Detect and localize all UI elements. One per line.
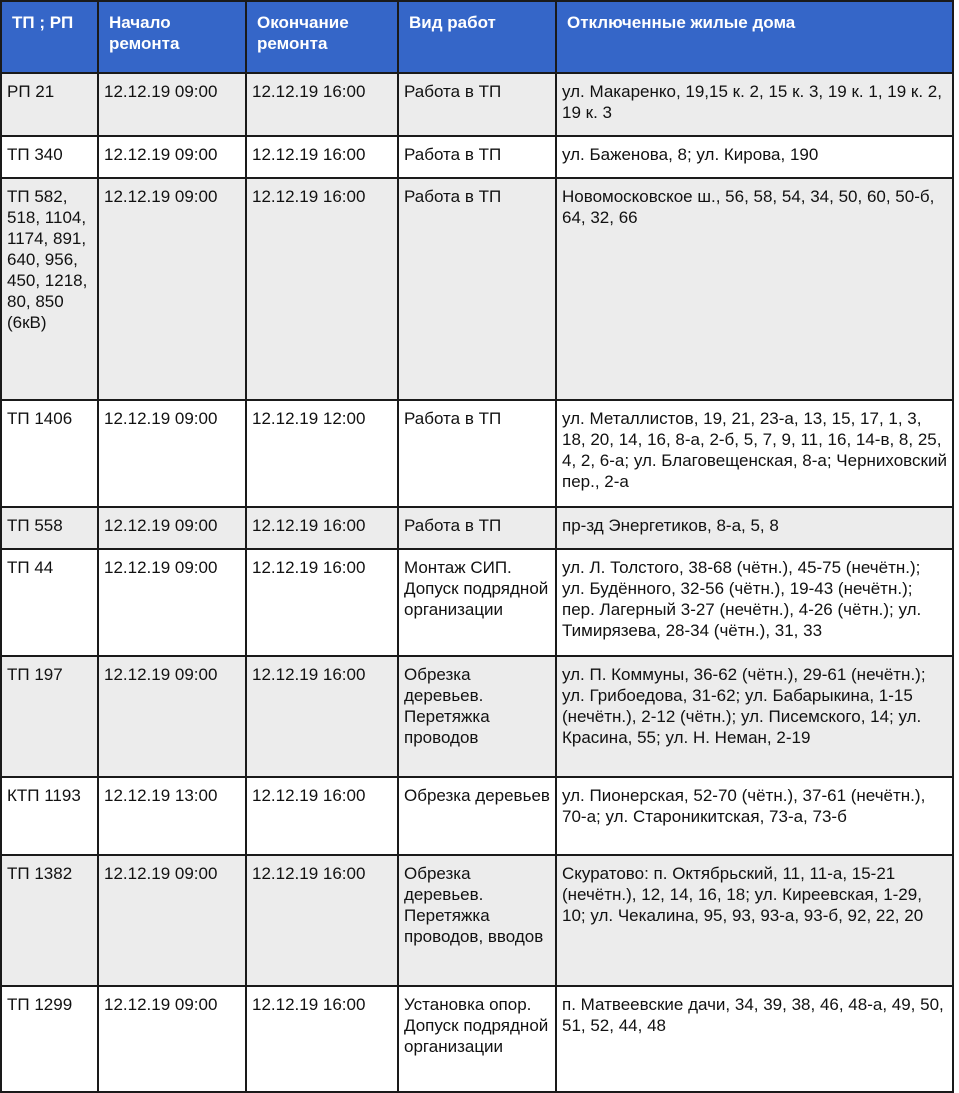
cell-tp: РП 21	[1, 73, 98, 136]
cell-start: 12.12.19 13:00	[98, 777, 246, 855]
cell-end: 12.12.19 16:00	[246, 986, 398, 1092]
header-tp: ТП ; РП	[1, 1, 98, 73]
cell-work: Обрезка деревьев. Перетяжка проводов, вводов	[398, 855, 556, 986]
table-row	[1, 73, 953, 136]
cell-tp: КТП 1193	[1, 777, 98, 855]
cell-start: 12.12.19 09:00	[98, 656, 246, 777]
cell-start: 12.12.19 09:00	[98, 178, 246, 400]
cell-start: 12.12.19 09:00	[98, 855, 246, 986]
cell-tp: ТП 44	[1, 549, 98, 656]
cell-end: 12.12.19 16:00	[246, 656, 398, 777]
cell-end: 12.12.19 16:00	[246, 136, 398, 178]
header-start: Начало ремонта	[98, 1, 246, 73]
table-row	[1, 136, 953, 178]
header-end: Окончание ремонта	[246, 1, 398, 73]
cell-work: Работа в ТП	[398, 73, 556, 136]
cell-houses: Новомосковское ш., 56, 58, 54, 34, 50, 60, 50-б, 64, 32, 66	[556, 178, 953, 400]
cell-start: 12.12.19 09:00	[98, 73, 246, 136]
header-houses: Отключенные жилые дома	[556, 1, 953, 73]
cell-tp: ТП 197	[1, 656, 98, 777]
cell-work: Обрезка деревьев	[398, 777, 556, 855]
table-row	[1, 507, 953, 549]
cell-end: 12.12.19 16:00	[246, 777, 398, 855]
cell-tp: ТП 1299	[1, 986, 98, 1092]
table-row	[1, 855, 953, 986]
table-row	[1, 400, 953, 507]
table-row	[1, 178, 953, 400]
table-row	[1, 549, 953, 656]
header-row	[1, 1, 953, 73]
cell-end: 12.12.19 16:00	[246, 549, 398, 656]
cell-work: Установка опор. Допуск подрядной организации	[398, 986, 556, 1092]
cell-work: Работа в ТП	[398, 136, 556, 178]
cell-start: 12.12.19 09:00	[98, 136, 246, 178]
cell-end: 12.12.19 16:00	[246, 855, 398, 986]
cell-end: 12.12.19 16:00	[246, 178, 398, 400]
table-row	[1, 986, 953, 1092]
cell-start: 12.12.19 09:00	[98, 507, 246, 549]
cell-start: 12.12.19 09:00	[98, 549, 246, 656]
cell-tp: ТП 340	[1, 136, 98, 178]
cell-houses: пр-зд Энергетиков, 8-а, 5, 8	[556, 507, 953, 549]
cell-work: Работа в ТП	[398, 507, 556, 549]
cell-tp: ТП 1406	[1, 400, 98, 507]
cell-work: Монтаж СИП. Допуск подрядной организации	[398, 549, 556, 656]
cell-houses: ул. Баженова, 8; ул. Кирова, 190	[556, 136, 953, 178]
table-row	[1, 777, 953, 855]
cell-houses: Скуратово: п. Октябрьский, 11, 11-а, 15-21 (нечётн.), 12, 14, 16, 18; ул. Киреевская, 1-29, 10; ул. Чекалина, 95, 93, 93-а, 93-б, 92, 22, 20	[556, 855, 953, 986]
table-row	[1, 656, 953, 777]
cell-houses: ул. Макаренко, 19,15 к. 2, 15 к. 3, 19 к. 1, 19 к. 2, 19 к. 3	[556, 73, 953, 136]
cell-end: 12.12.19 16:00	[246, 507, 398, 549]
cell-end: 12.12.19 12:00	[246, 400, 398, 507]
cell-tp: ТП 1382	[1, 855, 98, 986]
cell-houses: ул. Металлистов, 19, 21, 23-а, 13, 15, 17, 1, 3, 18, 20, 14, 16, 8-а, 2-б, 5, 7, 9, 11, 16, 14-в, 8, 25, 4, 2, 6-а; ул. Благовещенская, 8-а; Черниховский пер., 2-а	[556, 400, 953, 507]
cell-tp: ТП 582, 518, 1104, 1174, 891, 640, 956, 450, 1218, 80, 850 (6кВ)	[1, 178, 98, 400]
cell-work: Работа в ТП	[398, 400, 556, 507]
cell-houses: п. Матвеевские дачи, 34, 39, 38, 46, 48-а, 49, 50, 51, 52, 44, 48	[556, 986, 953, 1092]
cell-end: 12.12.19 16:00	[246, 73, 398, 136]
cell-work: Работа в ТП	[398, 178, 556, 400]
header-work: Вид работ	[398, 1, 556, 73]
cell-houses: ул. Л. Толстого, 38-68 (чётн.), 45-75 (нечётн.); ул. Будённого, 32-56 (чётн.), 19-43 (нечётн.); пер. Лагерный 3-27 (нечётн.), 4-26 (чётн.); ул. Тимирязева, 28-34 (чётн.), 31, 33	[556, 549, 953, 656]
cell-start: 12.12.19 09:00	[98, 400, 246, 507]
cell-work: Обрезка деревьев. Перетяжка проводов	[398, 656, 556, 777]
cell-start: 12.12.19 09:00	[98, 986, 246, 1092]
cell-houses: ул. П. Коммуны, 36-62 (чётн.), 29-61 (нечётн.); ул. Грибоедова, 31-62; ул. Бабарыкина, 1-15 (нечётн.), 2-12 (чётн.); ул. Писемского, 14; ул. Красина, 55; ул. Н. Неман, 2-19	[556, 656, 953, 777]
cell-houses: ул. Пионерская, 52-70 (чётн.), 37-61 (нечётн.), 70-а; ул. Староникитская, 73-а, 73-б	[556, 777, 953, 855]
cell-tp: ТП 558	[1, 507, 98, 549]
